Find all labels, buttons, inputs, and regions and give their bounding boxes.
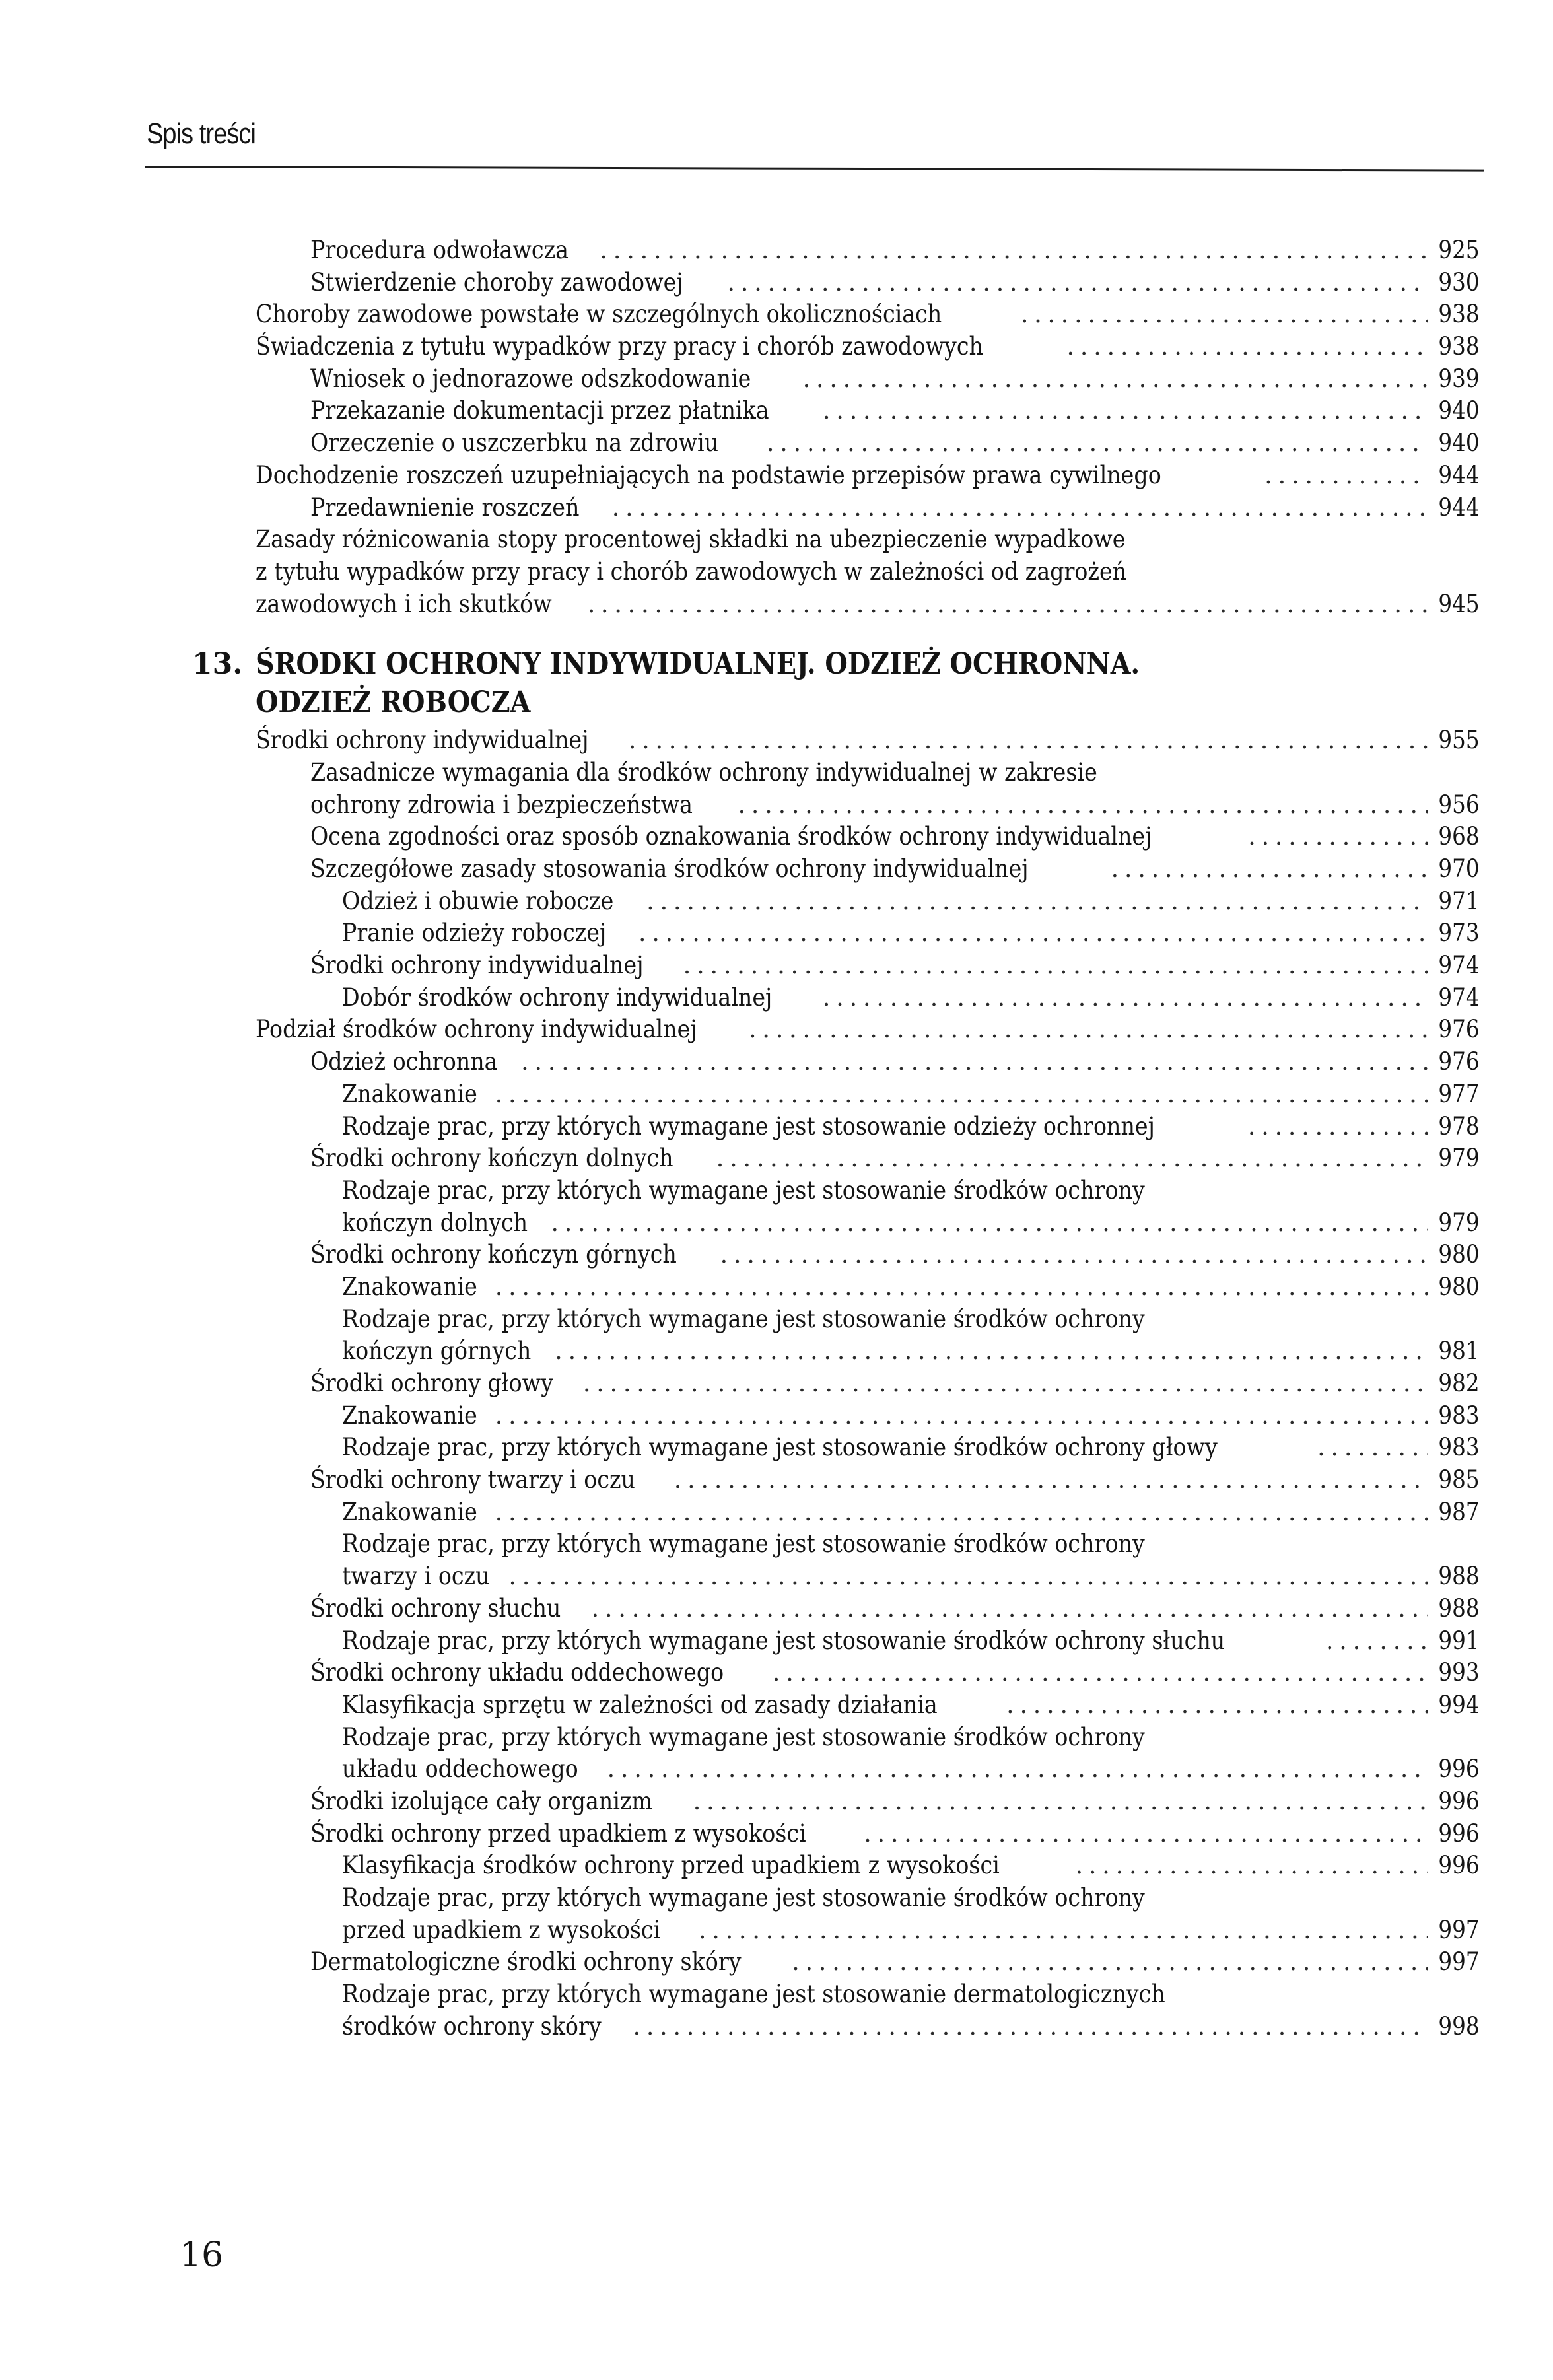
toc-entry-title: Stwierdzenie choroby zawodowej	[310, 267, 683, 297]
toc-entry-page: 945	[1438, 589, 1480, 618]
toc-entry-page: 979	[1438, 1208, 1480, 1237]
toc-entry-title: środków ochrony skóry	[342, 2012, 602, 2041]
toc-entry	[256, 757, 1479, 789]
dot-leader	[683, 950, 1428, 982]
toc-entry	[256, 1689, 1479, 1722]
toc-entry-title: Znakowanie	[342, 1497, 477, 1526]
toc-entry-title: układu oddechowego	[342, 1755, 578, 1784]
dot-leader	[699, 1914, 1428, 1947]
toc-entry-page: 938	[1438, 300, 1480, 329]
toc-entry-title: ochrony zdrowia i bezpieczeństwa	[310, 790, 693, 819]
toc-entry	[256, 1111, 1479, 1143]
toc-entry	[256, 982, 1479, 1014]
toc-entry-page: 996	[1438, 1786, 1480, 1815]
toc-entry	[256, 363, 1479, 396]
chapter-title-line-1: ŚRODKI OCHRONY INDYWIDUALNEJ. ODZIEŻ OCHRONNA.	[256, 647, 1140, 682]
toc-entry-page: 998	[1438, 2012, 1480, 2041]
toc-entry-title: Rodzaje prac, przy których wymagane jest stosowanie środków ochrony	[342, 1175, 1145, 1205]
toc-entry-title: Środki ochrony indywidualnej	[310, 951, 644, 980]
dot-leader	[633, 2011, 1428, 2043]
toc-entry-page: 996	[1438, 1851, 1480, 1880]
toc-entry-page: 988	[1438, 1562, 1480, 1591]
dot-leader	[1111, 853, 1428, 886]
toc-entry	[256, 556, 1479, 588]
toc-entry	[256, 1850, 1479, 1882]
toc-entry-page: 985	[1438, 1465, 1480, 1494]
toc-section-previous-chapter	[256, 234, 1479, 620]
toc-entry	[256, 1657, 1479, 1689]
toc-entry-title: Znakowanie	[342, 1272, 477, 1301]
toc-entry	[256, 427, 1479, 460]
toc-entry	[256, 789, 1479, 822]
toc-entry-title: Rodzaje prac, przy których wymagane jest stosowanie środków ochrony głowy	[342, 1433, 1218, 1462]
toc-entry-page: 977	[1438, 1079, 1480, 1108]
toc-entry-title: Dobór środków ochrony indywidualnej	[342, 983, 773, 1012]
toc-entry	[256, 1625, 1479, 1658]
toc-entry-title: Środki ochrony indywidualnej	[256, 726, 589, 755]
toc-entry-page: 994	[1438, 1690, 1480, 1719]
toc-entry-page: 996	[1438, 1819, 1480, 1848]
toc-entry	[256, 1304, 1479, 1336]
toc-entry-title: Rodzaje prac, przy których wymagane jest stosowanie środków ochrony	[342, 1722, 1145, 1751]
toc-entry-title: przed upadkiem z wysokości	[342, 1915, 661, 1944]
toc-entry-page: 979	[1438, 1144, 1480, 1173]
toc-entry-title: Orzeczenie o uszczerbku na zdrowiu	[310, 429, 719, 458]
toc-entry-page: 997	[1438, 1947, 1480, 1977]
toc-entry	[256, 395, 1479, 427]
toc-entry-page: 968	[1438, 822, 1480, 851]
toc-entry	[256, 724, 1479, 757]
dot-leader	[629, 724, 1428, 757]
toc-entry-title: Środki izolujące cały organizm	[310, 1786, 653, 1815]
toc-entry	[256, 1914, 1479, 1947]
toc-entry-page: 925	[1438, 236, 1480, 264]
header-rule	[145, 166, 1484, 172]
toc-entry-title: Środki ochrony głowy	[310, 1369, 553, 1397]
chapter-number: 13.	[192, 647, 243, 682]
toc-entry	[256, 917, 1479, 950]
dot-leader	[495, 1496, 1428, 1529]
toc-entry	[256, 1722, 1479, 1754]
toc-entry-page: 996	[1438, 1755, 1480, 1784]
dot-leader	[1066, 331, 1428, 363]
toc-entry-page: 940	[1438, 396, 1480, 425]
toc-entry-title: Środki ochrony przed upadkiem z wysokości	[310, 1819, 806, 1848]
dot-leader	[521, 1046, 1428, 1078]
dot-leader	[693, 1786, 1428, 1818]
toc-entry	[256, 1335, 1479, 1368]
toc-entry-title: twarzy i oczu	[342, 1562, 490, 1591]
dot-leader	[864, 1818, 1428, 1850]
toc-entry-title: Rodzaje prac, przy których wymagane jest stosowanie dermatologicznych	[342, 1980, 1165, 2009]
toc-entry	[256, 298, 1479, 331]
toc-entry	[256, 460, 1479, 492]
toc-entry-page: 983	[1438, 1401, 1480, 1430]
toc-entry-title: Zasady różnicowania stopy procentowej składki na ubezpieczenie wypadkowe	[256, 525, 1126, 554]
toc-entry	[256, 1046, 1479, 1078]
toc-entry	[256, 267, 1479, 299]
toc-entry	[256, 1400, 1479, 1432]
toc-entry-title: Choroby zawodowe powstałe w szczególnych okolicznościach	[256, 300, 942, 329]
toc-entry-title: Szczegółowe zasady stosowania środków ochrony indywidualnej	[310, 855, 1029, 883]
dot-leader	[749, 1014, 1428, 1046]
dot-leader	[495, 1271, 1428, 1304]
toc-entry	[256, 1593, 1479, 1625]
toc-entry-title: Środki ochrony twarzy i oczu	[310, 1465, 635, 1494]
toc-entry-title: Przedawnienie roszczeń	[310, 493, 580, 522]
toc-entry-page: 939	[1438, 364, 1480, 393]
toc-entry-page: 944	[1438, 493, 1480, 522]
toc-entry-title: Rodzaje prac, przy których wymagane jest stosowanie środków ochrony	[342, 1304, 1145, 1333]
toc-entry	[256, 524, 1479, 556]
toc-entry-title: Wniosek o jednorazowe odszkodowanie	[310, 364, 751, 393]
toc-entry	[256, 821, 1479, 853]
toc-entry-page: 940	[1438, 429, 1480, 458]
dot-leader	[1006, 1689, 1428, 1722]
toc-entry-title: Przekazanie dokumentacji przez płatnika	[310, 396, 769, 425]
toc-entry-title: Podział środków ochrony indywidualnej	[256, 1015, 697, 1044]
dot-leader	[1075, 1850, 1428, 1882]
toc-entry-page: 980	[1438, 1272, 1480, 1301]
toc-entry	[256, 1882, 1479, 1914]
dot-leader	[720, 1239, 1428, 1271]
toc-entry-page: 956	[1438, 790, 1480, 819]
running-head-title: Spis treści	[147, 118, 256, 150]
toc-entry-title: kończyn dolnych	[342, 1208, 528, 1237]
toc-entry	[256, 1978, 1479, 2011]
toc-entry-title: Rodzaje prac, przy których wymagane jest stosowanie środków ochrony słuchu	[342, 1626, 1225, 1655]
dot-leader	[1021, 298, 1428, 331]
toc-entry	[256, 234, 1479, 267]
toc-entry-page: 978	[1438, 1111, 1480, 1140]
toc-entry-title: Rodzaje prac, przy których wymagane jest stosowanie środków ochrony	[342, 1529, 1145, 1558]
dot-leader	[555, 1335, 1428, 1368]
toc-entry-title: Środki ochrony kończyn dolnych	[310, 1144, 673, 1173]
toc-entry	[256, 1368, 1479, 1400]
dot-leader	[674, 1464, 1428, 1496]
dot-leader	[607, 1753, 1428, 1786]
dot-leader	[600, 234, 1428, 267]
toc-entry	[256, 1818, 1479, 1850]
toc-entry-page: 983	[1438, 1433, 1480, 1462]
dot-leader	[738, 789, 1428, 822]
toc-entry-page: 938	[1438, 332, 1480, 361]
toc-entry-page: 974	[1438, 951, 1480, 980]
page-number: 16	[180, 2235, 224, 2275]
toc-entry-title: Klasyfikacja sprzętu w zależności od zasady działania	[342, 1690, 938, 1719]
toc-entry	[256, 1753, 1479, 1786]
toc-entry-title: Dochodzenie roszczeń uzupełniających na podstawie przepisów prawa cywilnego	[256, 460, 1161, 489]
toc-entry-title: Rodzaje prac, przy których wymagane jest stosowanie środków ochrony	[342, 1883, 1145, 1912]
chapter-heading	[192, 645, 1479, 722]
dot-leader	[588, 588, 1428, 621]
toc-entry-page: 982	[1438, 1369, 1480, 1397]
dot-leader	[495, 1400, 1428, 1432]
toc-entry-page: 991	[1438, 1626, 1480, 1655]
dot-leader	[773, 1657, 1428, 1689]
toc-entry	[256, 1142, 1479, 1175]
toc-entry	[256, 1432, 1479, 1464]
toc-entry	[256, 1014, 1479, 1046]
dot-leader	[1248, 1111, 1428, 1143]
toc-entry	[256, 950, 1479, 982]
toc-entry	[256, 1207, 1479, 1240]
toc-entry	[256, 1946, 1479, 1978]
toc-entry	[256, 1560, 1479, 1593]
dot-leader	[638, 917, 1428, 950]
toc-entry-page: 955	[1438, 726, 1480, 755]
toc-entry-title: kończyn górnych	[342, 1337, 532, 1366]
dot-leader	[802, 363, 1428, 396]
toc-entry-title: Rodzaje prac, przy których wymagane jest stosowanie odzieży ochronnej	[342, 1111, 1155, 1140]
toc-entry-page: 970	[1438, 855, 1480, 883]
toc-entry-title: Dermatologiczne środki ochrony skóry	[310, 1947, 742, 1977]
toc-entry-page: 997	[1438, 1915, 1480, 1944]
toc-entry	[256, 1786, 1479, 1818]
dot-leader	[612, 492, 1428, 524]
toc-entry	[256, 1464, 1479, 1496]
dot-leader	[1264, 460, 1428, 492]
dot-leader	[495, 1078, 1428, 1111]
dot-leader	[551, 1207, 1428, 1240]
dot-leader	[716, 1142, 1428, 1175]
toc-entry-page: 974	[1438, 983, 1480, 1012]
dot-leader	[646, 886, 1428, 918]
dot-leader	[508, 1560, 1428, 1593]
toc-entry-page: 944	[1438, 460, 1480, 489]
toc-entry	[256, 1175, 1479, 1207]
toc-entry	[256, 2011, 1479, 2043]
toc-entry	[256, 853, 1479, 886]
toc-entry	[256, 1528, 1479, 1560]
toc-entry-title: Procedura odwoławcza	[310, 236, 569, 264]
dot-leader	[727, 267, 1428, 299]
toc-entry-page: 930	[1438, 267, 1480, 297]
toc-entry-title: Odzież ochronna	[310, 1047, 498, 1076]
toc-entry-title: Odzież i obuwie robocze	[342, 886, 614, 915]
toc-entry-title: Środki ochrony słuchu	[310, 1593, 561, 1623]
dot-leader	[592, 1593, 1428, 1625]
table-of-contents	[192, 234, 1480, 2043]
toc-entry-title: Klasyfikacja środków ochrony przed upadkiem z wysokości	[342, 1851, 1000, 1880]
toc-entry-title: Znakowanie	[342, 1079, 477, 1108]
toc-entry-page: 988	[1438, 1593, 1480, 1623]
toc-entry-title: Zasadnicze wymagania dla środków ochrony indywidualnej w zakresie	[310, 757, 1097, 787]
toc-entry-page: 981	[1438, 1337, 1480, 1366]
dot-leader	[1248, 821, 1428, 853]
toc-entry-title: Świadczenia z tytułu wypadków przy pracy i chorób zawodowych	[256, 332, 983, 361]
toc-entry-title: zawodowych i ich skutków	[256, 589, 552, 618]
toc-entry-title: Pranie odzieży roboczej	[342, 919, 607, 948]
dot-leader	[823, 395, 1428, 427]
toc-entry-title: Środki ochrony kończyn górnych	[310, 1240, 677, 1269]
toc-entry-page: 976	[1438, 1015, 1480, 1044]
dot-leader	[823, 982, 1428, 1014]
toc-entry-page: 971	[1438, 886, 1480, 915]
toc-entry-title: Środki ochrony układu oddechowego	[310, 1658, 724, 1687]
toc-entry	[256, 1078, 1479, 1111]
toc-entry	[256, 492, 1479, 524]
chapter-title-line-2: ODZIEŻ ROBOCZA	[256, 685, 531, 720]
toc-entry	[256, 588, 1479, 621]
dot-leader	[792, 1946, 1428, 1978]
toc-entry	[256, 331, 1479, 363]
toc-section-chapter-13	[256, 724, 1479, 2043]
toc-entry	[256, 1239, 1479, 1271]
dot-leader	[1317, 1432, 1428, 1464]
dot-leader	[1326, 1625, 1428, 1658]
toc-entry	[256, 1271, 1479, 1304]
toc-entry	[256, 886, 1479, 918]
toc-entry-page: 993	[1438, 1658, 1480, 1687]
toc-entry-page: 976	[1438, 1047, 1480, 1076]
toc-entry-page: 973	[1438, 919, 1480, 948]
dot-leader	[583, 1368, 1428, 1400]
toc-entry-title: z tytułu wypadków przy pracy i chorób zawodowych w zależności od zagrożeń	[256, 557, 1127, 586]
toc-entry-title: Znakowanie	[342, 1401, 477, 1430]
dot-leader	[767, 427, 1428, 460]
toc-entry	[256, 1496, 1479, 1529]
toc-entry-page: 980	[1438, 1240, 1480, 1269]
toc-entry-title: Ocena zgodności oraz sposób oznakowania środków ochrony indywidualnej	[310, 822, 1152, 851]
toc-entry-page: 987	[1438, 1497, 1480, 1526]
